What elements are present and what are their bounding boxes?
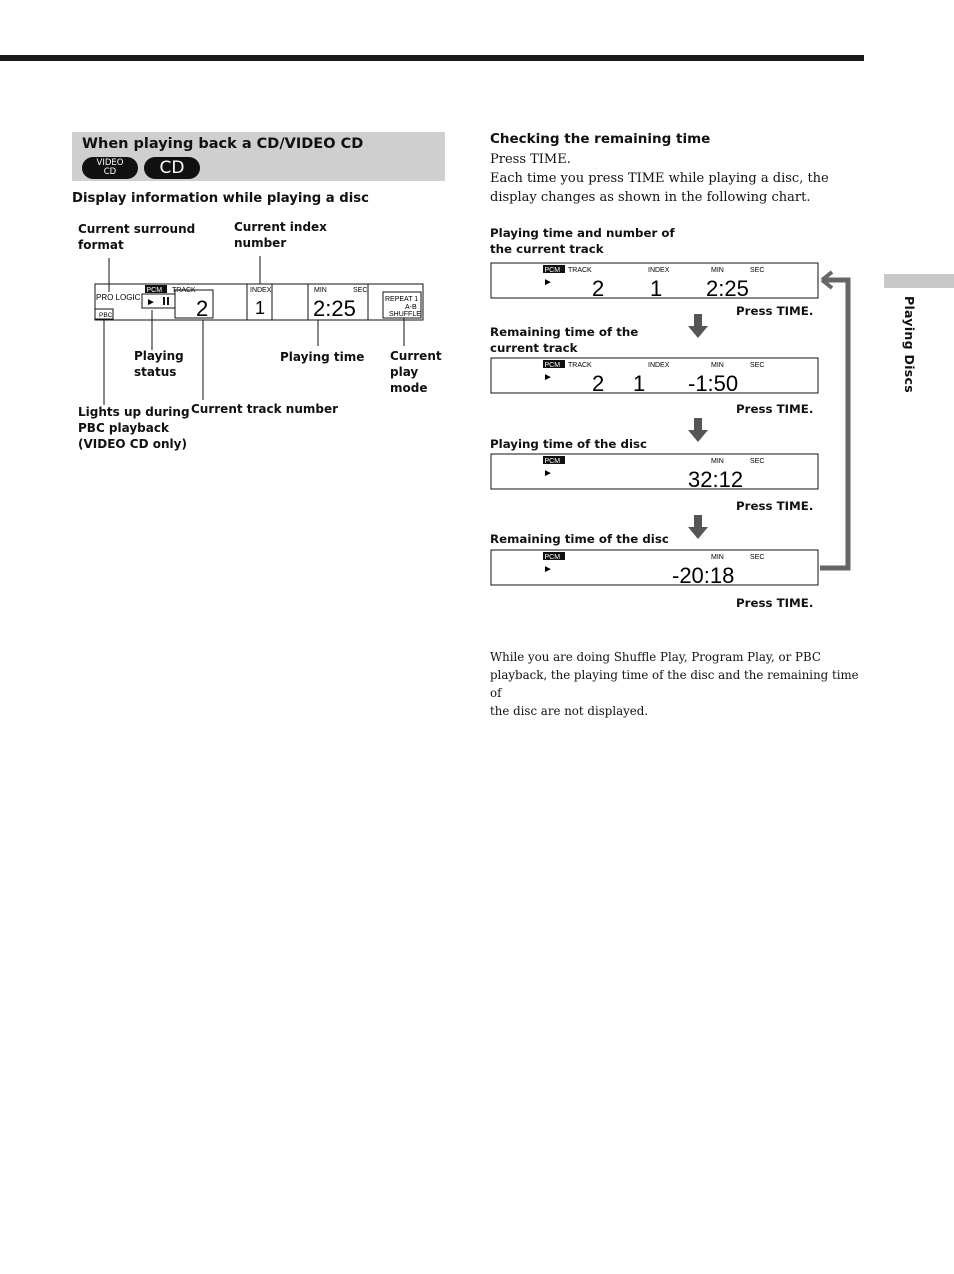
badge-video-line2: CD bbox=[103, 167, 117, 177]
display-2 bbox=[491, 358, 818, 396]
min-indicator: MIN bbox=[314, 287, 327, 294]
down-arrow-icon bbox=[688, 314, 708, 338]
body-text: Each time you press TIME while playing a disc, the display changes as shown in the following chart. bbox=[490, 171, 829, 205]
svg-text:INDEX: INDEX bbox=[648, 362, 670, 369]
svg-text:-20:18: -20:18 bbox=[672, 563, 735, 588]
label-surround-format: Current surround format bbox=[78, 222, 196, 252]
shuffle-note: While you are doing Shuffle Play, Program Play, or PBC playback, the playing time of the disc and the remaining time of the disc are not displayed. bbox=[490, 650, 859, 718]
front-panel-display-diagram bbox=[70, 250, 440, 410]
svg-text:PCM: PCM bbox=[544, 267, 561, 274]
svg-text:PCM: PCM bbox=[544, 362, 561, 369]
svg-text:TRACK: TRACK bbox=[568, 267, 592, 274]
svg-text:SEC: SEC bbox=[750, 362, 765, 369]
down-arrow-icon bbox=[688, 515, 708, 539]
svg-text:2: 2 bbox=[592, 371, 605, 396]
display-4 bbox=[491, 550, 818, 588]
play-icon: ► bbox=[543, 372, 553, 383]
play-icon: ► bbox=[543, 277, 553, 288]
svg-text:TRACK: TRACK bbox=[568, 362, 592, 369]
svg-text:MIN: MIN bbox=[711, 554, 724, 561]
svg-text:SEC: SEC bbox=[750, 458, 765, 465]
display-label-4: Remaining time of the disc bbox=[490, 532, 669, 546]
sec-indicator: SEC bbox=[353, 287, 368, 294]
instruction-text: Press TIME. bbox=[490, 152, 571, 167]
label-playing-time: Playing time bbox=[280, 350, 365, 364]
time-digits: 2:25 bbox=[313, 296, 356, 321]
svg-text:SEC: SEC bbox=[750, 554, 765, 561]
index-digit: 1 bbox=[255, 298, 266, 318]
index-indicator: INDEX bbox=[250, 287, 272, 294]
down-arrow-icon bbox=[688, 418, 708, 442]
display-label-3: Playing time of the disc bbox=[490, 437, 648, 451]
display-label-2: Remaining time of the current track bbox=[490, 325, 639, 355]
svg-text:2:25: 2:25 bbox=[706, 276, 749, 301]
label-index-number: Current index number bbox=[234, 220, 327, 250]
display-1 bbox=[491, 263, 818, 301]
track-indicator: TRACK bbox=[172, 287, 196, 294]
display-info-subheading: Display information while playing a disc bbox=[72, 191, 369, 206]
label-playing-status: Playing status bbox=[134, 349, 184, 379]
press-time-2: Press TIME. bbox=[736, 402, 814, 416]
cd-badge-icon: CD bbox=[144, 157, 200, 179]
svg-text:MIN: MIN bbox=[711, 362, 724, 369]
svg-text:INDEX: INDEX bbox=[648, 267, 670, 274]
svg-text:1: 1 bbox=[633, 371, 646, 396]
pbc-indicator: PBC bbox=[99, 312, 113, 319]
ab-indicator: A-B bbox=[405, 304, 417, 311]
svg-text:PCM: PCM bbox=[544, 458, 561, 465]
svg-text:MIN: MIN bbox=[711, 267, 724, 274]
press-time-1: Press TIME. bbox=[736, 304, 814, 318]
track-digit: 2 bbox=[196, 296, 209, 321]
svg-text:2: 2 bbox=[592, 276, 605, 301]
badge-video-line1: VIDEO bbox=[96, 158, 124, 168]
side-tab-band bbox=[884, 274, 954, 288]
svg-text:SEC: SEC bbox=[750, 267, 765, 274]
pause-icon bbox=[163, 297, 165, 305]
section-title: When playing back a CD/VIDEO CD bbox=[82, 136, 364, 152]
repeat-indicator: REPEAT 1 bbox=[385, 296, 419, 303]
remaining-time-heading: Checking the remaining time bbox=[490, 131, 711, 147]
play-icon: ► bbox=[146, 297, 156, 308]
play-icon: ► bbox=[543, 564, 553, 575]
label-track-number: Current track number bbox=[191, 402, 339, 416]
press-time-4: Press TIME. bbox=[736, 596, 814, 610]
shuffle-indicator: SHUFFLE bbox=[389, 311, 421, 318]
svg-text:-1:50: -1:50 bbox=[688, 371, 739, 396]
pcm-indicator: PCM bbox=[146, 287, 163, 294]
top-rule bbox=[0, 55, 864, 61]
press-time-3: Press TIME. bbox=[736, 499, 814, 513]
time-display-chart bbox=[488, 258, 858, 588]
svg-text:MIN: MIN bbox=[711, 458, 724, 465]
play-icon: ► bbox=[543, 468, 553, 479]
display-3 bbox=[491, 454, 818, 492]
display-label-1: Playing time and number of the current track bbox=[490, 226, 675, 256]
video-cd-badge-icon bbox=[82, 157, 138, 179]
svg-text:PCM: PCM bbox=[544, 554, 561, 561]
svg-text:32:12: 32:12 bbox=[688, 467, 744, 492]
side-tab-label: Playing Discs bbox=[902, 296, 917, 393]
pro-logic-indicator: PRO LOGIC bbox=[96, 293, 141, 302]
svg-text:1: 1 bbox=[650, 276, 663, 301]
label-play-mode: Current play mode bbox=[390, 349, 442, 395]
label-pbc: Lights up during PBC playback (VIDEO CD only) bbox=[78, 405, 190, 451]
